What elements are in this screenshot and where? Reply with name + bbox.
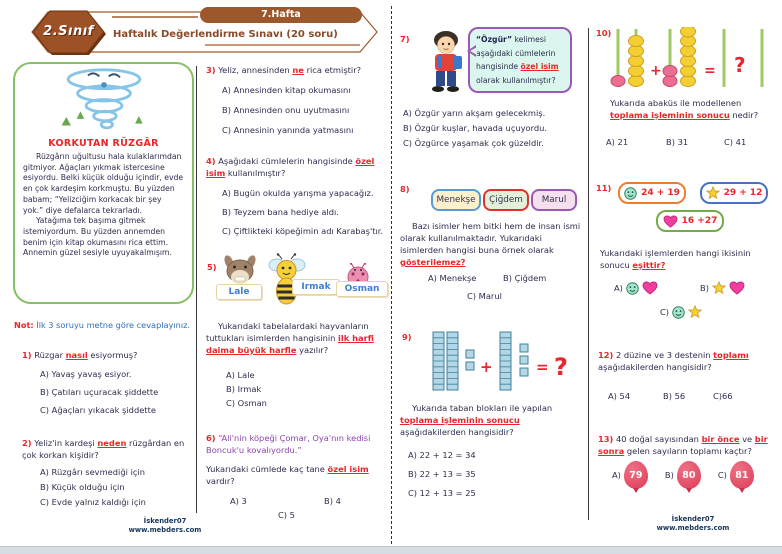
option-a: A) 21	[606, 137, 629, 147]
option-a: A) Annesinden kitap okumasını	[222, 85, 351, 95]
option-c: C) Özgürce yaşamak çok güzeldir.	[403, 138, 544, 148]
option-b: B) Küçük olduğu için	[40, 482, 125, 492]
balloon-icon: 79	[624, 461, 648, 489]
footer-author: İskender07	[671, 515, 715, 523]
question-number: 1)	[22, 350, 32, 360]
option-a: A) 3	[230, 496, 247, 506]
option-a: A)	[614, 281, 658, 295]
question-number: 10)	[596, 28, 612, 38]
option-b: B) 4	[324, 496, 341, 506]
question-number: 4)	[206, 156, 216, 166]
animal-sign: Osman	[336, 281, 388, 297]
question-6: 6) “Ali'nin köpeği Çomar, Oya'nın kedisi Boncuk'u kovalıyordu.” Yukarıdaki cümlede kaç tane özel isim vardır? A) 3 B) 4 C) 5	[206, 433, 371, 520]
option-b: B) 22 + 13 = 35	[408, 469, 476, 479]
reading-passage-box	[13, 62, 194, 304]
option-a: A) Menekşe	[428, 273, 477, 283]
option-c: C) 5	[278, 510, 295, 520]
week-badge: 7.Hafta	[200, 7, 362, 23]
svg-text:+: +	[480, 358, 493, 376]
option-a: A) 22 + 12 = 34	[408, 450, 476, 460]
question-number: 6)	[206, 433, 216, 443]
question-3: 3) Yeliz, annesinden ne rica etmiştir? A) Annesinden kitap okumasını B) Annesinden onu uyutmasını C) Annesinin yanında yatmasını	[206, 64, 388, 135]
svg-text:=: =	[704, 63, 716, 79]
option-a: A) 54	[608, 391, 631, 401]
question-number: 13)	[598, 434, 614, 444]
question-13-options	[612, 461, 771, 489]
speech-bubble: “Özgür” kelimesi aşağıdaki cümlelerin hangisinde özel isim olarak kullanılmıştır?	[468, 27, 572, 93]
option-a: A) Bugün okulda yarışma yapacağız.	[222, 188, 374, 198]
option-b: B) Özgür kuşlar, havada uçuyordu.	[403, 123, 548, 133]
page-middle-divider	[391, 6, 392, 544]
footer-site: www.mebders.com	[656, 524, 730, 532]
abacus-figure	[606, 27, 778, 91]
option-c: C) 12 + 13 = 25	[408, 488, 476, 498]
question-1: 1) Rüzgar nasıl esiyormuş? A) Yavaş yavaş esiyor. B) Çatıları uçuracak şiddette C) Ağaçları yıkacak şiddette	[22, 349, 194, 415]
base-ten-blocks-figure	[428, 330, 578, 396]
boy-icon	[424, 30, 468, 94]
option-c: C)	[660, 305, 702, 319]
star-icon	[706, 186, 720, 200]
question-12: 12) 2 düzine ve 3 destenin toplamı aşağıdakilerden hangisidir?	[598, 350, 749, 372]
footer-left	[60, 517, 270, 535]
option-b: B) Çatıları uçuracak şiddette	[40, 387, 159, 397]
question-number: 2)	[22, 438, 32, 448]
tornado-icon	[23, 67, 184, 137]
question-5: Yukarıdaki tabelalardaki hayvanların tuttukları isimlerden hangisinin ilk harfi daima büyük harfle yazılır?	[206, 321, 374, 355]
footer-author: İskender07	[143, 517, 187, 525]
option-a: A)	[612, 470, 621, 480]
option-c: C) Evde yalnız kaldığı için	[40, 497, 146, 507]
question-number: 3)	[206, 65, 216, 75]
question-2: 2) Yeliz'in kardeşi neden rüzgârdan en çok korkan kişidir? A) Rüzgârı sevmediği için B) Küçük olduğu için C) Evde yalnız kaldığı için	[22, 437, 194, 507]
column-divider-left	[196, 66, 197, 513]
question-9: Yukarıda taban blokları ile yapılan toplama işleminin sonucu aşağıdakilerden hangisidir?	[400, 403, 553, 437]
svg-text:+: +	[650, 63, 662, 79]
column-divider-right	[588, 28, 589, 520]
option-a: A) Özgür yarın akşam gelecekmiş.	[403, 108, 546, 118]
svg-text:=: =	[536, 358, 549, 376]
option-c: C) Ağaçları yıkacak şiddette	[40, 405, 156, 415]
option-a: A) Yavaş yavaş esiyor.	[40, 369, 132, 379]
passage-title: KORKUTAN RÜZGÂR	[48, 138, 159, 149]
passage-paragraph: Yatağıma tek başıma gitmek istemiyordum. Bu yüzden annemden benim için kitap okumasını rica ettim. Annemin güzel sesiyle uyuyakalmışım.	[23, 216, 172, 258]
option-c: C) Osman	[226, 398, 267, 408]
question-number: 11)	[596, 183, 612, 193]
option-c: C)66	[713, 391, 733, 401]
footer-right	[598, 515, 782, 533]
passage-paragraph: Rüzgârın uğultusu hala kulaklarımdan gitmiyor. Ağaçları yıkmak istercesine esiyordu. Belki küçük olduğu içindir, evde en çok kardeşim korkmuştu. Bu yüzden babam; “Yelizciğim korkacak bir şey yok.” diye defalarca tekrarladı.	[23, 152, 184, 215]
name-card: Menekşe	[431, 189, 481, 211]
question-number: 12)	[598, 350, 614, 360]
heart-icon	[642, 281, 658, 295]
option-c: C)	[717, 470, 727, 480]
smiley-icon	[672, 306, 685, 319]
option-a: A) Lale	[226, 370, 255, 380]
question-13: 13) 40 doğal sayısından bir önce ve bir sonra gelen sayıların toplamı kaçtır?	[598, 434, 768, 456]
balloon-icon: 81	[730, 461, 754, 489]
option-c: C) Annesinin yanında yatmasını	[222, 125, 354, 135]
svg-text:?: ?	[554, 353, 568, 381]
question-8: Bazı isimler hem bitki hem de insan ismi olarak kullanılmaktadır. Yukarıdaki isimlerden hangisi buna örnek olarak gösterilemez?	[400, 221, 581, 267]
instruction-note	[14, 320, 196, 330]
option-b: B) Annesinden onu uyutmasını	[222, 105, 350, 115]
question-5-options	[226, 370, 267, 408]
option-b: B) Teyzem bana hediye aldı.	[222, 207, 339, 217]
question-number: 5)	[207, 262, 217, 272]
question-7-options	[403, 108, 547, 148]
question-10: Yukarıda abaküs ile modellenen toplama işleminin sonucu nedir?	[610, 98, 759, 120]
question-number: 8)	[400, 184, 410, 194]
grade-badge: 2.Sınıf	[43, 24, 94, 39]
page-title: Haftalık Değerlendirme Sınavı (20 soru)	[113, 29, 338, 40]
name-card: Çiğdem	[483, 189, 529, 211]
quoted-sentence: “Ali'nin köpeği Çomar, Oya'nın kedisi Boncuk'u kovalıyordu.”	[206, 433, 371, 455]
option-a: A) Rüzgârı sevmediği için	[40, 467, 145, 477]
question-number: 9)	[402, 332, 412, 342]
balloon-icon: 80	[677, 461, 701, 489]
option-b: B) Çiğdem	[503, 273, 547, 283]
question-4: 4) Aşağıdaki cümlelerin hangisinde özel isim kullanılmıştır? A) Bugün okulda yarışma yapacağız. B) Teyzem bana hediye aldı. C) Çiftlikteki köpeğimin adı Karabaş'tır.	[206, 155, 388, 236]
bottom-band	[0, 546, 782, 554]
option-b: B) Irmak	[226, 384, 262, 394]
question-5-figure	[216, 255, 386, 311]
expression-card: 29 + 12	[700, 182, 768, 204]
footer-site: www.mebders.com	[128, 526, 202, 534]
option-c: C) Çiftlikteki köpeğimin adı Karabaş'tır.	[222, 226, 384, 236]
smiley-icon	[624, 187, 637, 200]
question-number: 7)	[400, 34, 410, 44]
note-text: İlk 3 soruyu metne göre cevaplayınız.	[33, 320, 191, 330]
star-icon	[688, 305, 702, 319]
heart-icon	[663, 215, 678, 228]
heart-icon	[729, 281, 745, 295]
smiley-icon	[626, 282, 639, 295]
option-c: C) Marul	[467, 291, 502, 301]
star-icon	[712, 281, 726, 295]
question-9-options	[408, 450, 476, 498]
question-11: Yukarıdaki işlemlerden hangi ikisinin sonucu eşittir?	[600, 248, 751, 270]
note-label: Not:	[14, 320, 34, 330]
name-card: Marul	[531, 189, 577, 211]
svg-text:?: ?	[734, 53, 746, 77]
option-b: B) 31	[666, 137, 689, 147]
animal-sign: Lale	[216, 284, 262, 300]
option-b: B)	[700, 281, 745, 295]
option-c: C) 41	[724, 137, 747, 147]
option-b: B) 56	[663, 391, 686, 401]
animal-sign: Irmak	[292, 279, 340, 295]
option-b: B)	[664, 470, 674, 480]
expression-card: 24 + 19	[618, 182, 686, 204]
expression-card: 16 +27	[656, 210, 724, 232]
